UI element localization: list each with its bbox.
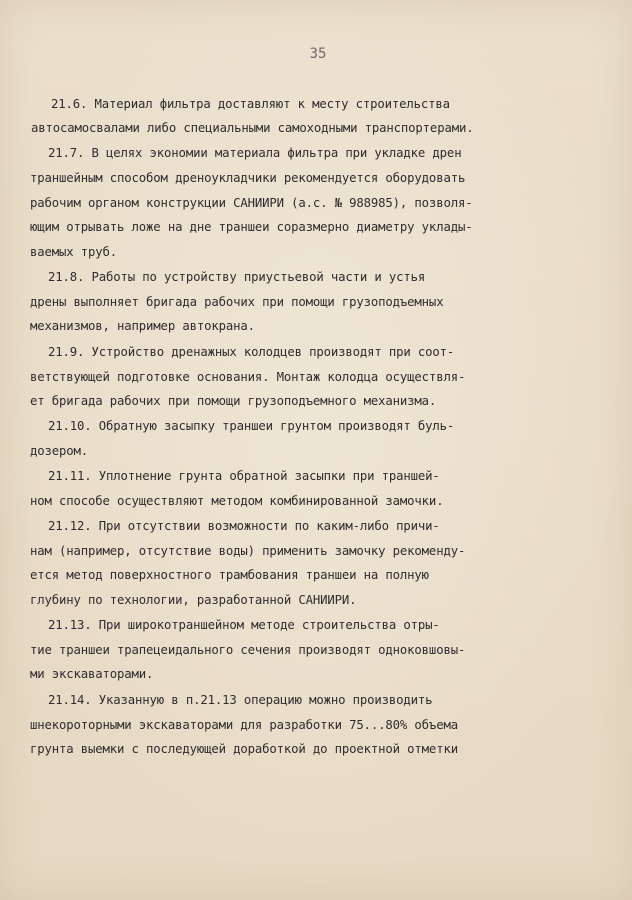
text-line: 21.6. Материал фильтра доставляют к месту строительства [51, 97, 450, 111]
text-line: ющим отрывать ложе на дне траншеи соразмерно диаметру уклады- [30, 220, 473, 234]
text-line: грунта выемки с последующей доработкой до проектной отметки [30, 742, 458, 756]
text-line: дозером. [30, 444, 89, 458]
text-line: рабочим органом конструкции САНИИРИ (а.с. № 988985), позволя- [30, 196, 473, 210]
text-line: шнекороторными экскаваторами для разработки 75...80% объема [30, 718, 458, 732]
text-line: глубину по технологии, разработанной САНИИРИ. [30, 593, 357, 607]
text-line: 21.8. Работы по устройству приустьевой части и устья [48, 270, 426, 284]
text-line: тие траншеи трапецеидального сечения производят одноковшовы- [30, 643, 466, 657]
text-line: 21.14. Указанную в п.21.13 операцию можно производить [48, 693, 433, 707]
page-number: 35 [309, 46, 327, 62]
text-line: 21.10. Обратную засыпку траншеи грунтом производят буль- [48, 419, 455, 433]
text-line: 21.13. При широкотраншейном методе строительства отры- [48, 618, 440, 632]
text-line: 21.12. При отсутствии возможности по каким-либо причи- [48, 519, 440, 533]
text-line: ваемых труб. [30, 245, 118, 259]
text-line: автосамосвалами либо специальными самоходными транспортерами. [31, 121, 474, 135]
text-line: ном способе осуществляют методом комбинированной замочки. [30, 494, 444, 508]
text-line: ветствующей подготовке основания. Монтаж колодца осуществля- [30, 370, 466, 384]
text-line: нам (например, отсутствие воды) применить замочку рекоменду- [30, 544, 466, 558]
text-line: 21.11. Уплотнение грунта обратной засыпки при траншей- [48, 469, 440, 483]
text-line: 21.7. В целях экономии материала фильтра при укладке дрен [48, 146, 462, 160]
text-line: 21.9. Устройство дренажных колодцев производят при соот- [48, 345, 455, 359]
text-line: дрены выполняет бригада рабочих при помощи грузоподъемных [30, 295, 444, 309]
text-line: ет бригада рабочих при помощи грузоподъемного механизма. [30, 394, 437, 408]
text-line: траншейным способом дреноукладчики рекомендуется оборудовать [30, 171, 466, 185]
text-line: ется метод поверхностного трамбования траншеи на полную [30, 568, 429, 582]
text-line: механизмов, например автокрана. [30, 319, 255, 333]
text-line: ми экскаваторами. [30, 667, 154, 681]
